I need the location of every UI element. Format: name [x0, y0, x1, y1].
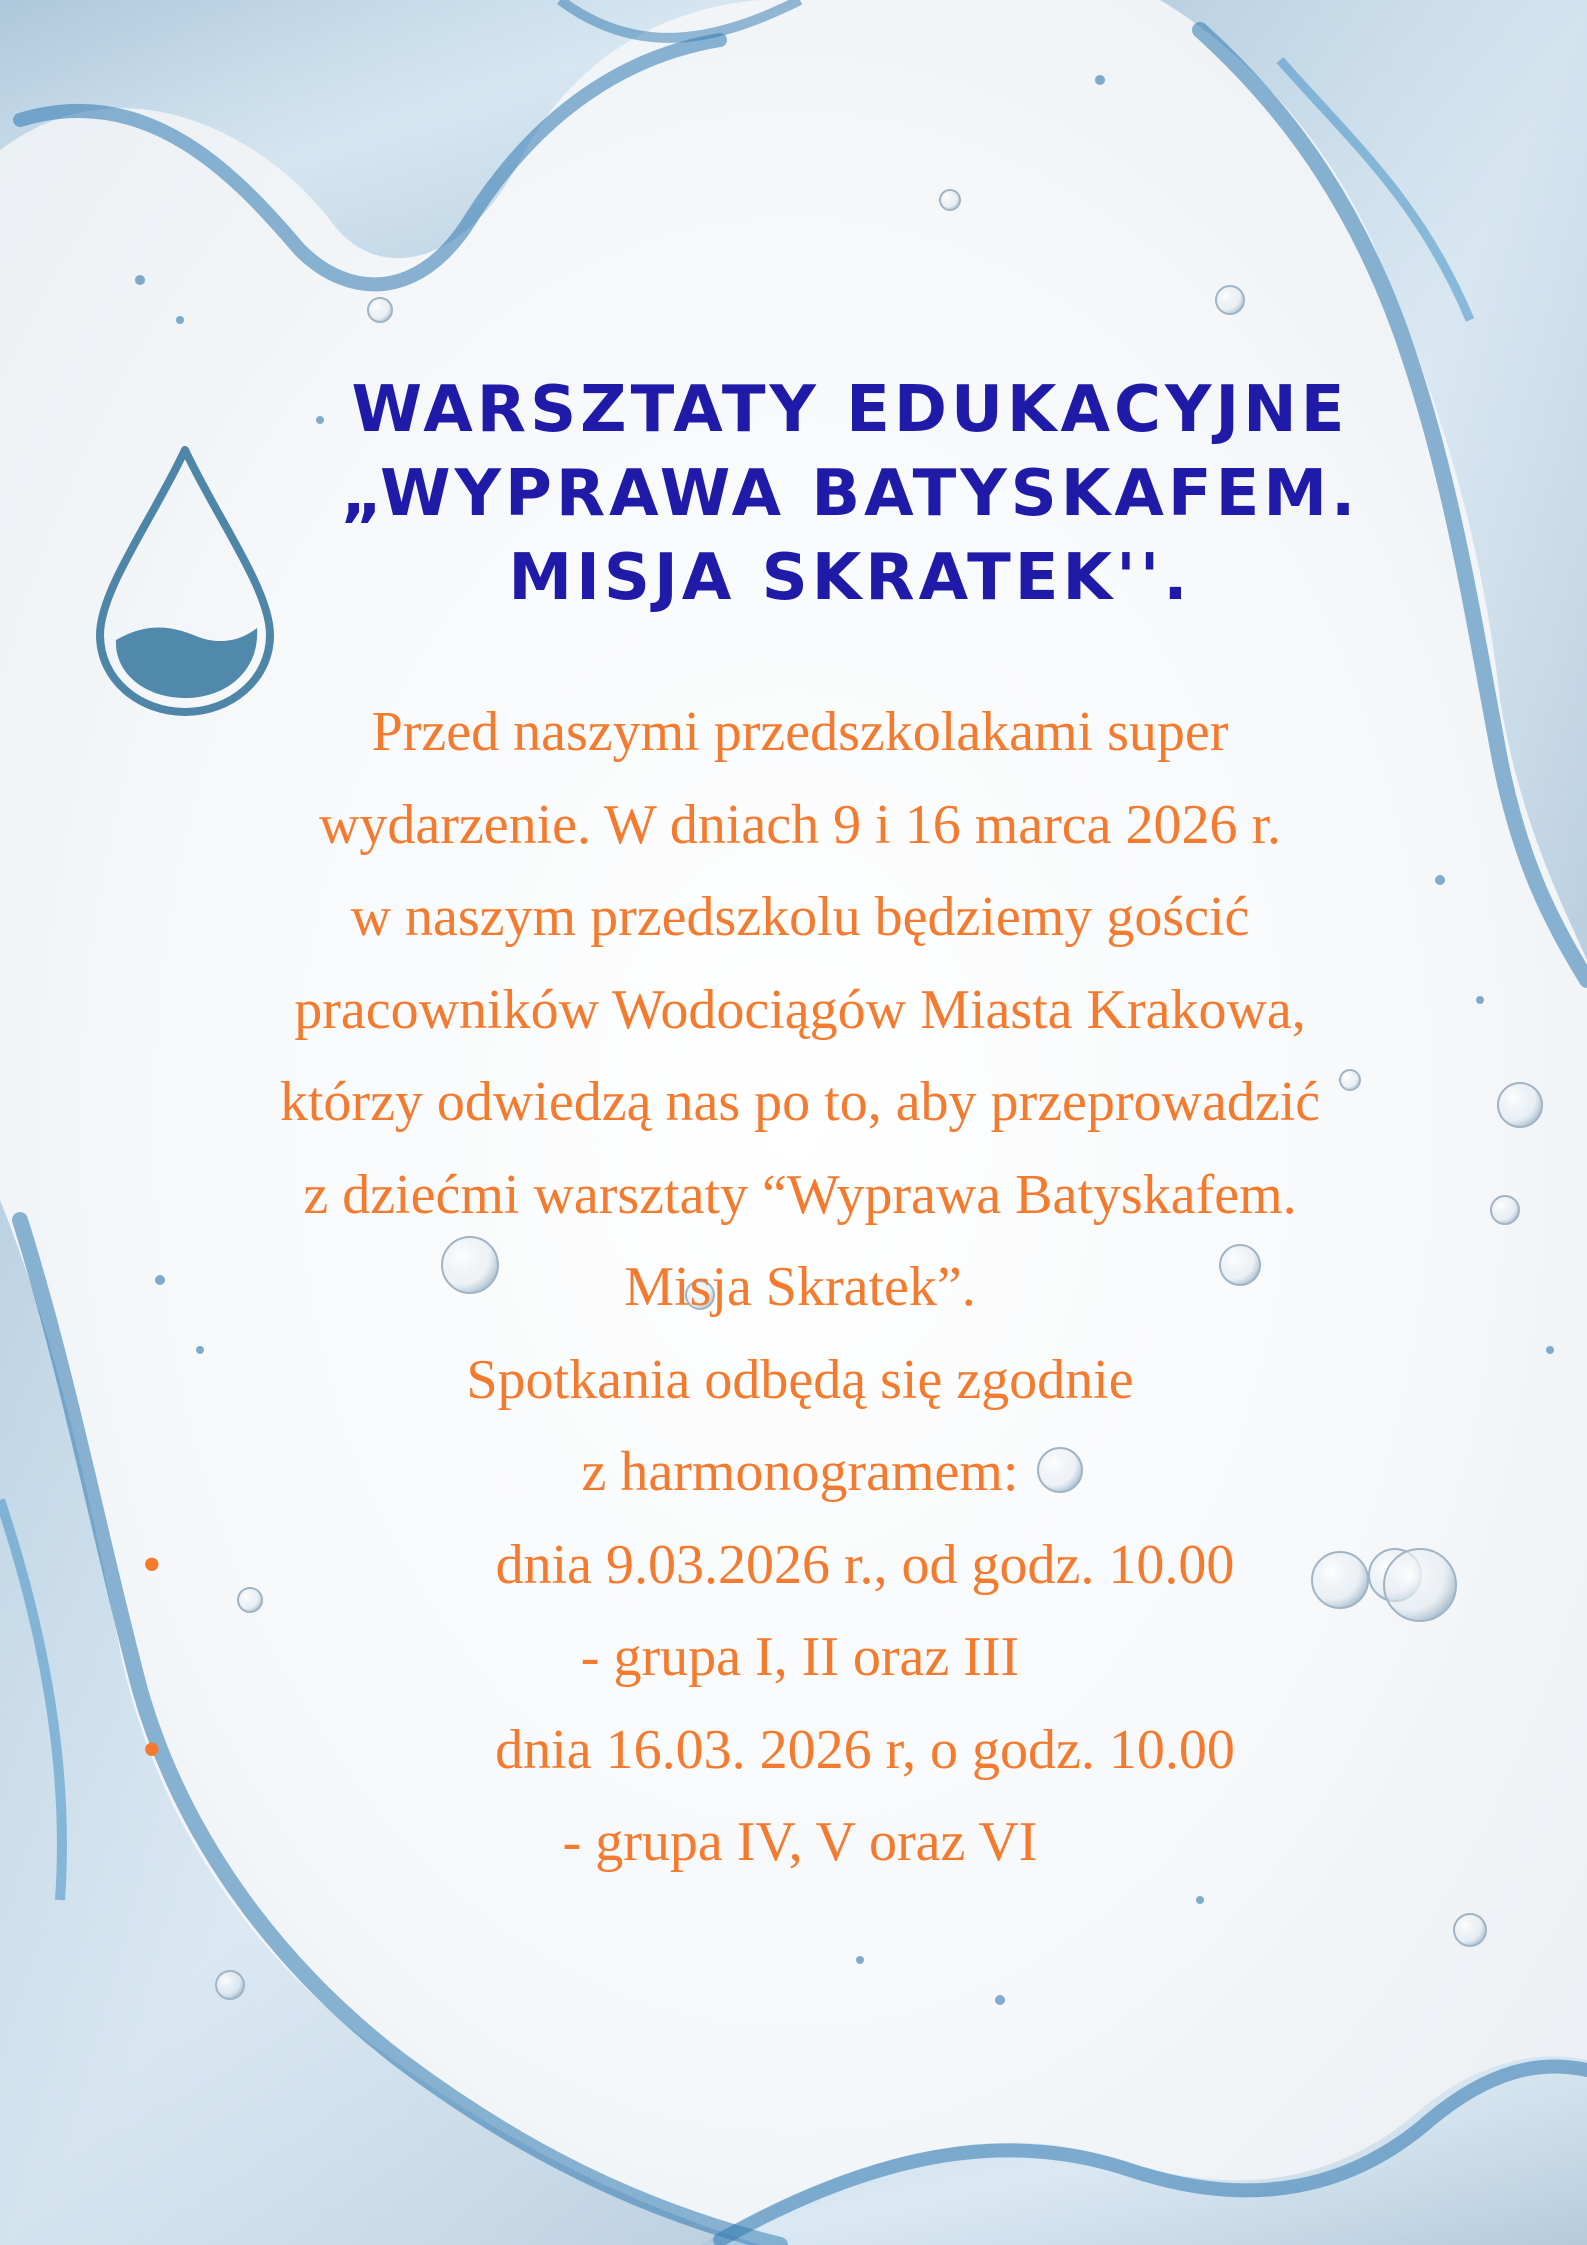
body-line: z dziećmi warsztaty “Wyprawa Batyskafem.: [303, 1163, 1297, 1226]
title-line-2: „WYPRAWA BATYSKAFEM.: [340, 457, 1360, 531]
bullet-icon: •: [142, 1533, 162, 1596]
schedule-groups: - grupa I, II oraz III: [580, 1626, 1020, 1688]
body-line: wydarzenie. W dniach 9 i 16 marca 2026 r.: [318, 793, 1282, 856]
title-block: [320, 368, 1380, 620]
title-line-1: WARSZTATY EDUKACYJNE: [351, 373, 1349, 447]
announcement-text: [90, 686, 1510, 1889]
body-line: pracowników Wodociągów Miasta Krakowa,: [294, 978, 1306, 1041]
body-line: Spotkania odbędą się zgodnie: [466, 1348, 1134, 1411]
body-line: z harmonogramem:: [581, 1441, 1019, 1503]
schedule-date: dnia 9.03.2026 r., od godz. 10.00: [495, 1533, 1235, 1596]
body-line: Misja Skratek”.: [624, 1256, 976, 1318]
schedule-groups: - grupa IV, V oraz VI: [562, 1811, 1038, 1873]
schedule-item: [90, 1519, 1510, 1612]
schedule-date: dnia 16.03. 2026 r, o godz. 10.00: [495, 1718, 1235, 1781]
body-line: którzy odwiedzą nas po to, aby przeprowadzić: [279, 1071, 1321, 1133]
bullet-icon: •: [142, 1718, 162, 1781]
body-line: w naszym przedszkolu będziemy gościć: [350, 886, 1250, 948]
title-line-3: MISJA SKRATEK''.: [508, 541, 1192, 615]
schedule-item: [90, 1704, 1510, 1797]
water-drop-icon: [92, 440, 278, 720]
body-line: Przed naszymi przedszkolakami super: [371, 701, 1229, 763]
